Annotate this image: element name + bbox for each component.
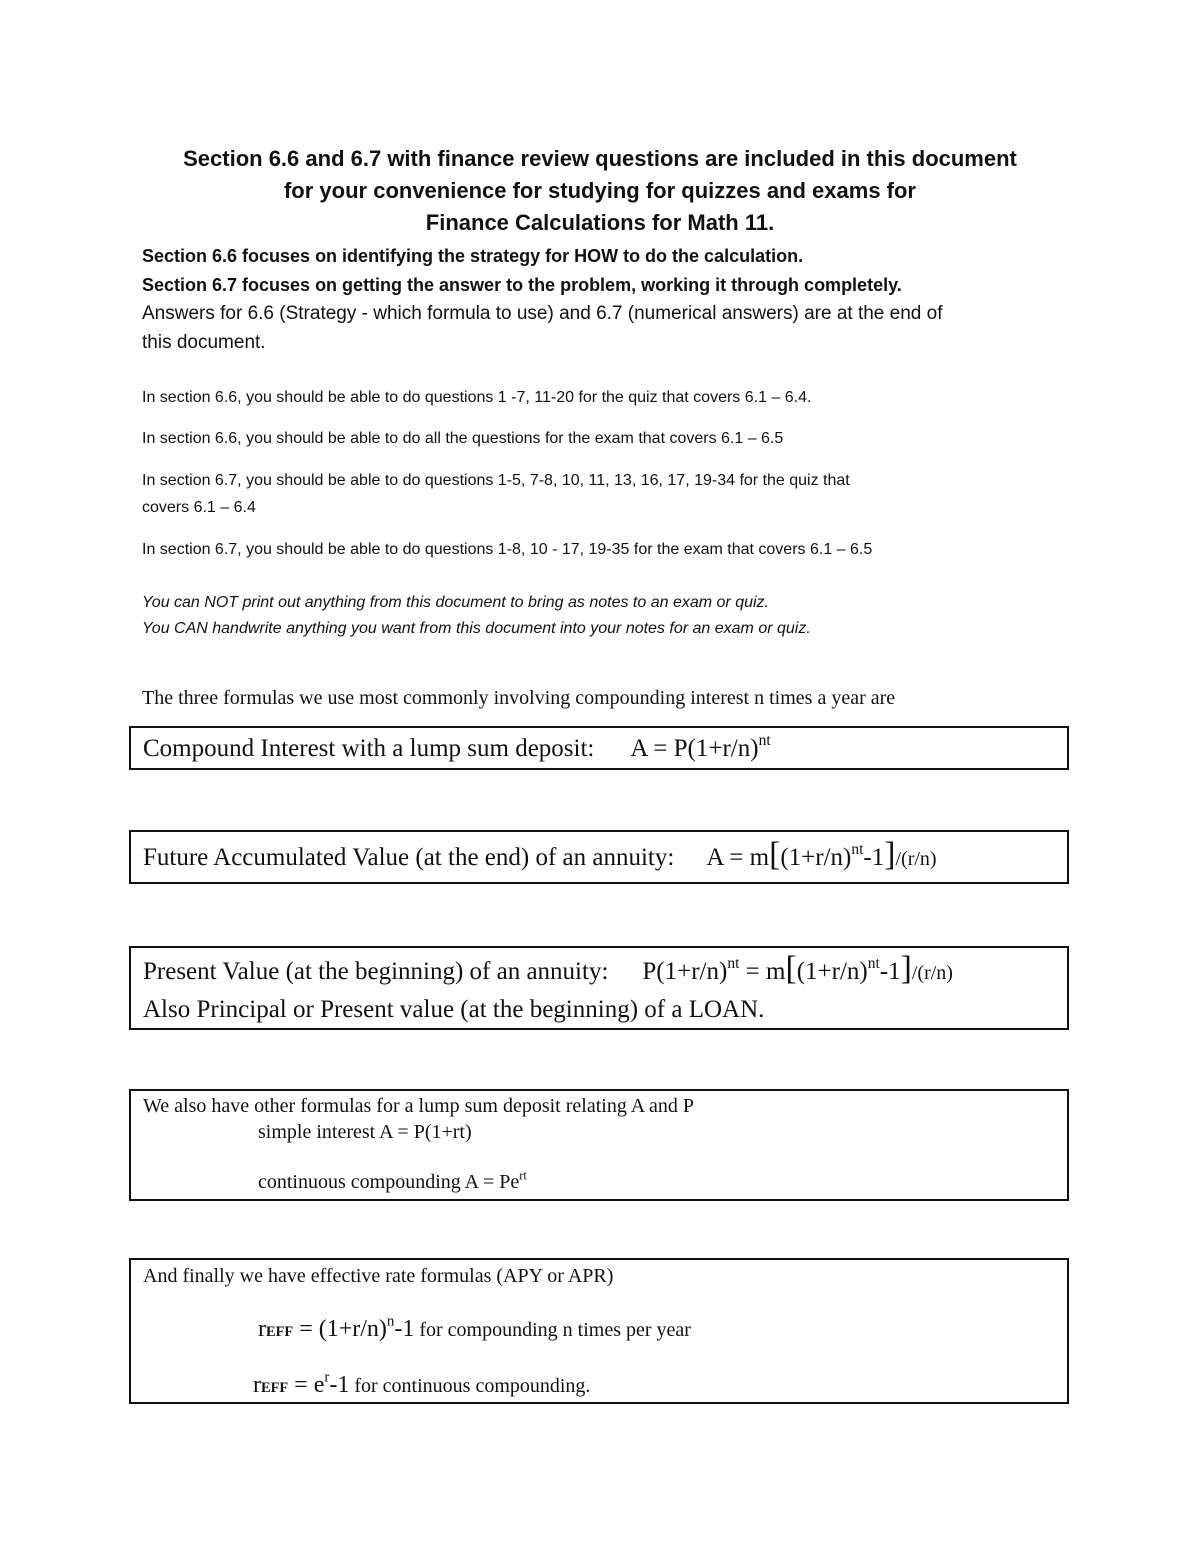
notes-rule-handwrite: You CAN handwrite anything you want from this document into your notes for an exam or quiz. — [142, 620, 811, 637]
future-value-open-bracket: [ — [769, 836, 781, 873]
present-value-open-bracket: [ — [785, 950, 797, 987]
effective-rate-box — [129, 1258, 1069, 1404]
effective-rate-formula-1: = (1+r/n) — [293, 1316, 387, 1342]
present-value-label: Present Value (at the beginning) of an annuity: — [143, 958, 609, 985]
document-title — [0, 143, 1200, 239]
continuous-compounding-exponent: rt — [519, 1168, 527, 1183]
other-formulas-intro: We also have other formulas for a lump sum deposit relating A and P — [143, 1095, 695, 1117]
compound-interest-box — [129, 726, 1069, 770]
effective-rate-intro: And finally we have effective rate formulas (APY or APR) — [143, 1265, 614, 1287]
future-value-denominator: /(r/n) — [895, 848, 937, 870]
effective-rate-continuous-row — [253, 1369, 591, 1399]
present-value-exponent: nt — [867, 955, 880, 973]
future-value-exponent: nt — [851, 841, 864, 859]
present-value-base: (1+r/n) — [796, 958, 868, 985]
answers-note-line-1: Answers for 6.6 (Strategy - which formula to use) and 6.7 (numerical answers) are at the end of — [142, 303, 943, 324]
future-value-lhs: A = m — [706, 844, 770, 871]
future-value-close-bracket: ] — [884, 836, 896, 873]
present-value-denominator: /(r/n) — [911, 962, 953, 984]
instruction-6-6-quiz: In section 6.6, you should be able to do questions 1 -7, 11-20 for the quiz that covers 6.1 – 6.4. — [142, 389, 812, 406]
continuous-compounding-formula: continuous compounding A = Pe — [258, 1171, 520, 1193]
effective-rate-exponent-1: n — [386, 1313, 395, 1330]
effective-rate-tail-1: -1 — [394, 1316, 415, 1342]
effective-rate-tail-2: -1 — [329, 1372, 350, 1398]
effective-rate-subscript-1: EFF — [266, 1324, 294, 1340]
present-value-close-bracket: ] — [900, 950, 912, 987]
focus-6-7: Section 6.7 focuses on getting the answer to the problem, working it through completely. — [142, 275, 902, 295]
present-value-lhs: P(1+r/n) — [642, 958, 728, 985]
effective-rate-exponent-2: r — [324, 1369, 330, 1386]
present-value-tail: -1 — [879, 958, 901, 985]
compound-interest-label: Compound Interest with a lump sum deposit: — [143, 735, 595, 762]
formulas-intro: The three formulas we use most commonly involving compounding interest n times a year are — [142, 687, 896, 709]
future-value-box — [129, 830, 1069, 884]
present-value-eq: = m — [739, 958, 786, 985]
effective-rate-subscript-2: EFF — [261, 1380, 289, 1396]
answers-note-line-2: this document. — [142, 332, 266, 353]
instruction-6-7-quiz-line-1: In section 6.7, you should be able to do questions 1-5, 7-8, 10, 11, 13, 16, 17, 19-34 for the quiz that — [142, 472, 850, 489]
instruction-6-7-quiz-line-2: covers 6.1 – 6.4 — [142, 499, 256, 516]
present-value-loan-line: Also Principal or Present value (at the beginning) of a LOAN. — [143, 996, 765, 1023]
continuous-compounding-row — [258, 1168, 527, 1194]
effective-rate-formula-2: = e — [288, 1372, 325, 1398]
effective-rate-compounding-row — [258, 1313, 691, 1343]
focus-6-6: Section 6.6 focuses on identifying the strategy for HOW to do the calculation. — [142, 246, 804, 266]
effective-rate-note-2: for continuous compounding. — [349, 1375, 591, 1397]
effective-rate-note-1: for compounding n times per year — [414, 1319, 691, 1341]
future-value-label: Future Accumulated Value (at the end) of an annuity: — [143, 844, 675, 871]
simple-interest-formula: simple interest A = P(1+rt) — [258, 1121, 472, 1143]
effective-rate-symbol-2: r — [253, 1372, 261, 1398]
present-value-box — [129, 946, 1069, 1030]
present-value-row — [143, 950, 953, 987]
future-value-tail: -1 — [863, 844, 885, 871]
title-line-1: Section 6.6 and 6.7 with finance review questions are included in this document — [183, 146, 1017, 171]
instruction-6-7-exam: In section 6.7, you should be able to do questions 1-8, 10 - 17, 19-35 for the exam that covers 6.1 – 6.5 — [142, 541, 873, 558]
compound-interest-exponent: nt — [758, 732, 771, 750]
future-value-row — [143, 836, 937, 873]
compound-interest-formula: A = P(1+r/n) — [630, 735, 759, 762]
effective-rate-symbol-1: r — [258, 1316, 266, 1342]
other-formulas-box — [129, 1089, 1069, 1201]
notes-rule-no-print: You can NOT print out anything from this document to bring as notes to an exam or quiz. — [142, 594, 769, 611]
title-line-3: Finance Calculations for Math 11. — [425, 210, 775, 235]
instruction-6-6-exam: In section 6.6, you should be able to do all the questions for the exam that covers 6.1 – 6.5 — [142, 430, 784, 447]
title-line-2: for your convenience for studying for quizzes and exams for — [283, 178, 916, 203]
compound-interest-row — [143, 732, 771, 763]
future-value-base: (1+r/n) — [780, 844, 852, 871]
present-value-lhs-exponent: nt — [727, 955, 740, 973]
